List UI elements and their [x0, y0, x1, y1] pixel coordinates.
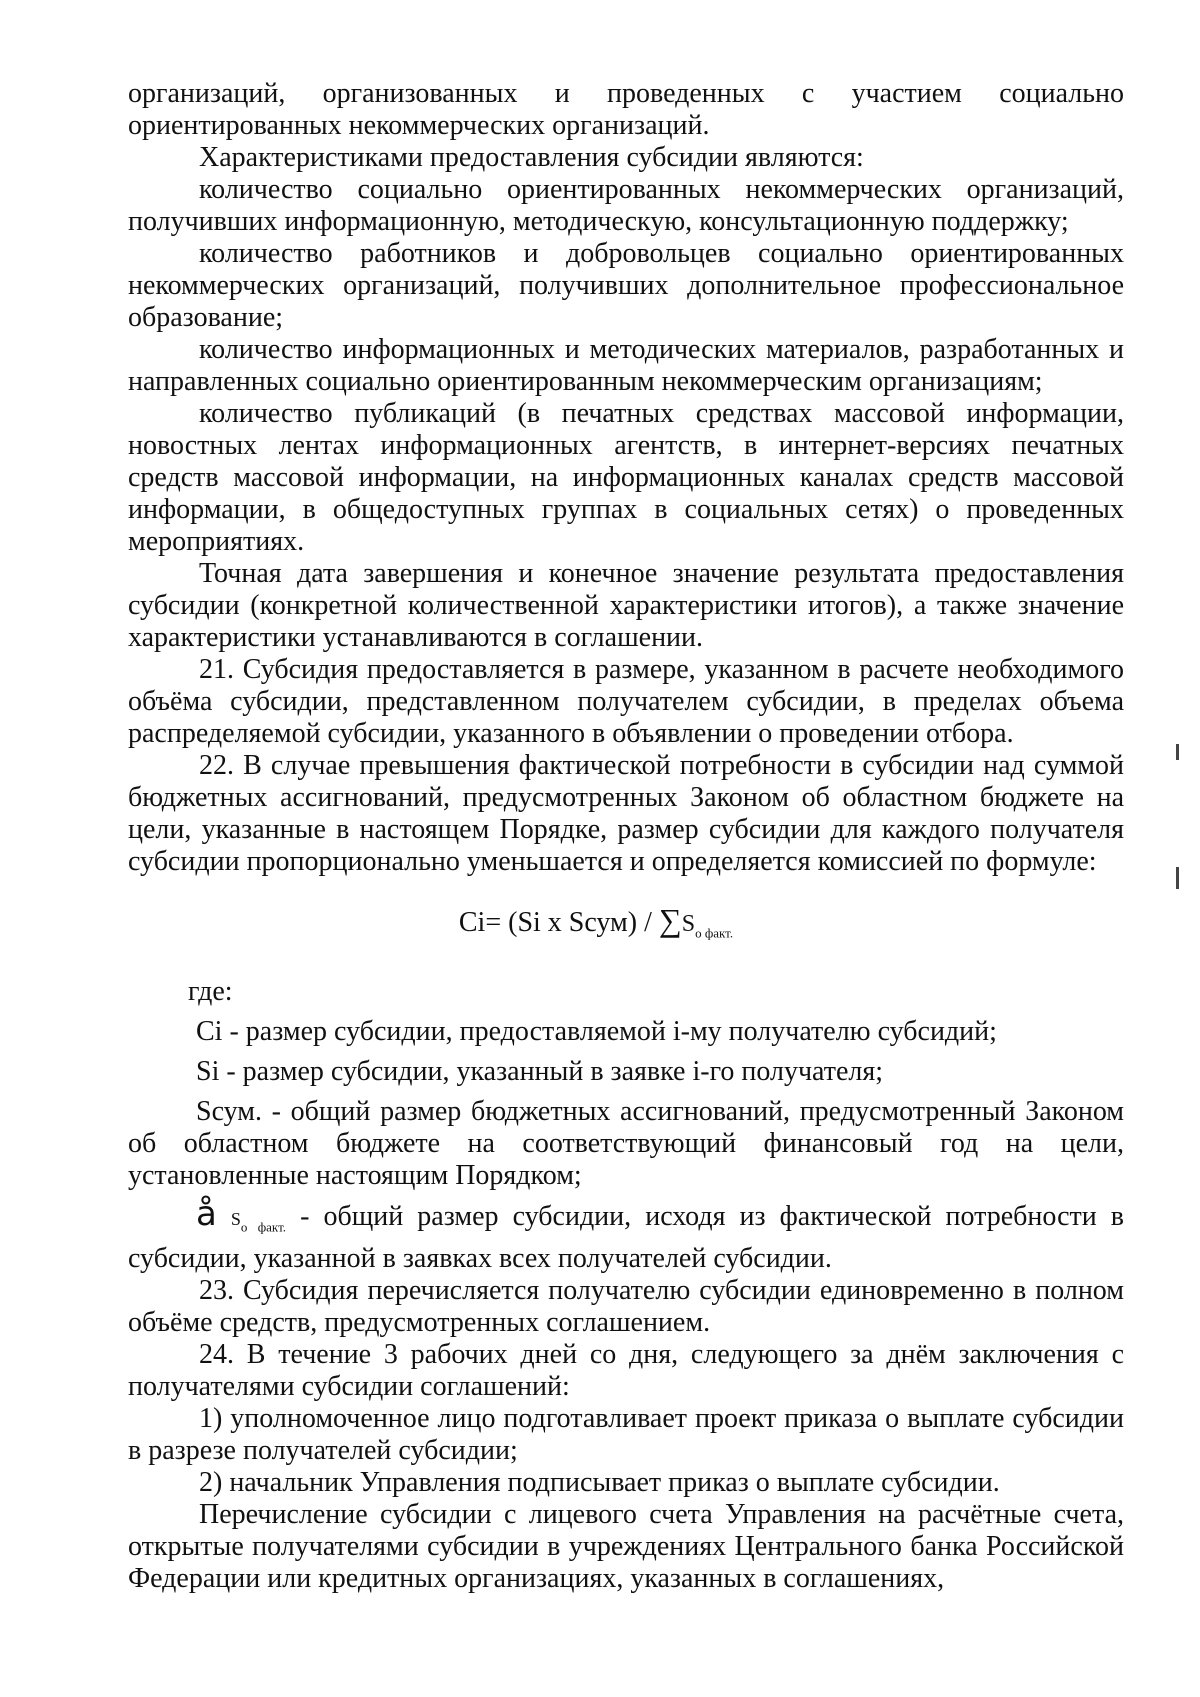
- formula-subscript: о факт.: [695, 925, 734, 941]
- paragraph: количество информационных и методических материалов, разработанных и направленных социально ориентированным некоммерческим организациям;: [128, 334, 1124, 397]
- paragraph: Точная дата завершения и конечное значение результата предоставления субсидии (конкретной количественной характеристики итогов), а также значение характеристики устанавливаются в соглашении.: [128, 558, 1124, 653]
- where-label: где:: [188, 975, 233, 1007]
- definition-subscript: о факт.: [240, 1219, 287, 1235]
- sum-symbol: å: [196, 1193, 217, 1234]
- definition-text: - общий размер субсидии, исходя из фактической потребности в субсидии, указанной в заявках всех получателей субсидии.: [128, 1200, 1125, 1275]
- paragraph: количество социально ориентированных некоммерческих организаций, получивших информационную, методическую, консультационную поддержку;: [128, 174, 1124, 237]
- paragraph: Перечисление субсидии с лицевого счета Управления на расчётные счета, открытые получателями субсидии в учреждениях Центрального банка Российской Федерации или кредитных организациях, указанных в соглашениях,: [128, 1499, 1124, 1595]
- document-body: [128, 78, 1124, 1595]
- paragraph: 2) начальник Управления подписывает приказ о выплате субсидии.: [199, 1467, 1000, 1499]
- paragraph: 24. В течение 3 рабочих дней со дня, следующего за днём заключения с получателями субсидии соглашений:: [128, 1339, 1124, 1403]
- formula-s: S: [681, 911, 696, 937]
- definition: Si - размер субсидии, указанный в заявке i-го получателя;: [196, 1055, 884, 1087]
- paragraph: Характеристиками предоставления субсидии являются:: [199, 142, 864, 173]
- paragraph: 1) уполномоченное лицо подготавливает проект приказа о выплате субсидии в разрезе получателей субсидии;: [128, 1403, 1124, 1467]
- formula: [128, 904, 1124, 950]
- definition: Sсум. - общий размер бюджетных ассигнований, предусмотренный Законом об областном бюджете на соответствующий финансовый год на цели, установленные настоящим Порядком;: [128, 1095, 1124, 1191]
- sigma-symbol: ∑: [658, 902, 682, 938]
- paragraph: количество публикаций (в печатных средствах массовой информации, новостных лентах информационных агентств, в интернет-версиях печатных средств массовой информации, на информационных каналах средств массовой информации, в общедоступных группах в социальных сетях) о проведенных мероприятиях.: [128, 398, 1124, 557]
- paragraph: 23. Субсидия перечисляется получателю субсидии единовременно в полном объёме средств, предусмотренных соглашением.: [128, 1275, 1124, 1339]
- paragraph: организаций, организованных и проведенных с участием социально ориентированных некоммерческих организаций.: [128, 78, 1124, 141]
- definition-s: S: [230, 1208, 241, 1229]
- formula-left: Ci= (Si x Sсум) /: [458, 907, 652, 938]
- scan-mark: [1176, 867, 1179, 889]
- definition: Ci - размер субсидии, предоставляемой i-му получателю субсидий;: [196, 1015, 997, 1047]
- paragraph: 22. В случае превышения фактической потребности в субсидии над суммой бюджетных ассигнований, предусмотренных Законом об областном бюджете на цели, указанные в настоящем Порядке, размер субсидии для каждого получателя субсидии пропорционально уменьшается и определяется комиссией по формуле:: [128, 750, 1124, 877]
- paragraph: 21. Субсидия предоставляется в размере, указанном в расчете необходимого объёма субсидии, представленном получателем субсидии, в пределах объема распределяемой субсидии, указанного в объявлении о проведении отбора.: [128, 654, 1124, 749]
- scan-mark: [1176, 744, 1179, 760]
- definition: [128, 1193, 1125, 1276]
- paragraph: количество работников и добровольцев социально ориентированных некоммерческих организаций, получивших дополнительное профессиональное образование;: [128, 238, 1124, 333]
